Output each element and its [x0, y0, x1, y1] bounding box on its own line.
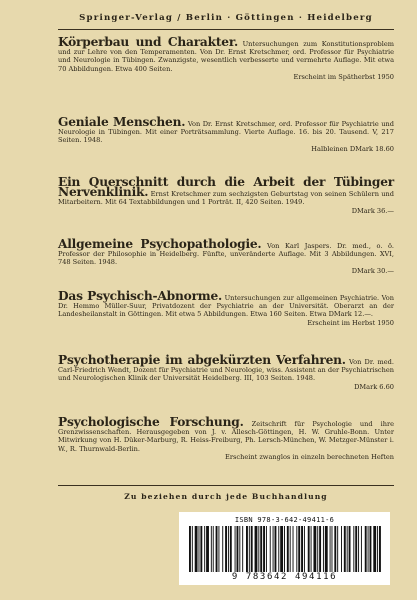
isbn-label: ISBN 978-3-642-49411-6 [234, 516, 335, 524]
entry-price: Erscheint im Spätherbst 1950 [293, 72, 394, 81]
entry-body: Untersuchungen zum Konstitutionsproblem und zur Lehre von den Temperamenten. Von Dr. Ernst Kretschmer, ord. Professor für Psychiatrie und Neurologie in Tübingen. Zwanzigste, wesentlich verbesserte und vermehrte Auflage. Mit etwa 70 Abbildungen. Etwa 400 Seiten. [58, 40, 394, 73]
bottom-rule [58, 485, 394, 486]
entry-title: Das Psychisch-Abnorme. [58, 289, 223, 303]
entry-psychisch-abnorme [58, 289, 394, 327]
entry-title: Ein Querschnitt durch die Arbeit der Tübinger Nervenklinik. [58, 175, 394, 200]
entry-psychotherapie [58, 353, 394, 391]
entry-title: Körperbau und Charakter. [58, 35, 238, 49]
entry-body: Untersuchungen zur allgemeinen Psychiatrie. Von Dr. Hemmo Müller-Suur, Privatdozent der Psychiatrie an der Universität. Oberarzt an der Landesheilanstalt in Göttingen. Mit etwa 5 Abbildungen. Etwa 160 Seiten. Etwa DMark 12.—. [58, 294, 394, 319]
barcode-label [179, 512, 390, 585]
entry-body: Zeitschrift für Psychologie und ihre Grenzwissenschaften. Herausgegeben von J. v. Allesch-Göttingen, H. W. Gruhle-Bonn. Unter Mitwirkung von H. Düker-Marburg, R. Heiss-Freiburg, Ph. Lersch-München, W. Metzger-Münster i. W., R. Thurnwald-Berlin. [58, 420, 394, 453]
entry-querschnitt [58, 175, 394, 215]
entry-price: Erscheint zwanglos in einzeln berechneten Heften [225, 452, 394, 461]
availability-note: Zu beziehen durch jede Buchhandlung [124, 492, 328, 501]
entry-title: Psychotherapie im abgekürzten Verfahren. [58, 353, 346, 367]
entry-price: Halbleinen DMark 18.60 [311, 144, 394, 153]
entry-body: Von Dr. med. Carl-Friedrich Wendt, Dozent für Psychiatrie und Neurologie, wiss. Assistent an der Psychiatrischen und Neurologischen Klinik der Universität Heidelberg. III, 103 Seiten. 1948. [58, 358, 394, 383]
entry-price: DMark 36.— [351, 206, 394, 215]
entry-title: Psychologische Forschung. [58, 415, 244, 429]
top-rule [58, 29, 394, 30]
entry-title: Allgemeine Psychopathologie. [58, 237, 262, 251]
entry-body: Ernst Kretschmer zum sechzigsten Geburtstag von seinen Schülern und Mitarbeitern. Mit 64 Textabbildungen und 1 Porträt. II, 420 Seiten. 1949. [58, 190, 394, 207]
entry-price: DMark 6.60 [354, 382, 394, 391]
entry-allgemeine-psychopathologie [58, 237, 394, 275]
entry-geniale-menschen [58, 115, 394, 153]
publisher-line: Springer-Verlag / Berlin · Göttingen · Heidelberg [79, 13, 373, 23]
entry-price: Erscheint im Herbst 1950 [307, 318, 394, 327]
entry-body: Von Karl Jaspers. Dr. med., o. ö. Professor der Philosophie in Heidelberg. Fünfte, unveränderte Auflage. Mit 3 Abbildungen. XVI, 748 Seiten. 1948. [58, 242, 394, 267]
entry-koerperbau [58, 35, 394, 81]
barcode-icon [187, 526, 382, 572]
entry-psychologische-forschung [58, 415, 394, 461]
isbn-digits: 9 783642 494116 [231, 572, 338, 582]
entry-body: Von Dr. Ernst Kretschmer, ord. Professor für Psychiatrie und Neurologie in Tübingen. Mit einer Porträtsammlung. Vierte Auflage. 16. bis 20. Tausend. V, 217 Seiten. 1948. [58, 120, 394, 145]
entry-price: DMark 30.— [351, 266, 394, 275]
entry-title: Geniale Menschen. [58, 115, 186, 129]
